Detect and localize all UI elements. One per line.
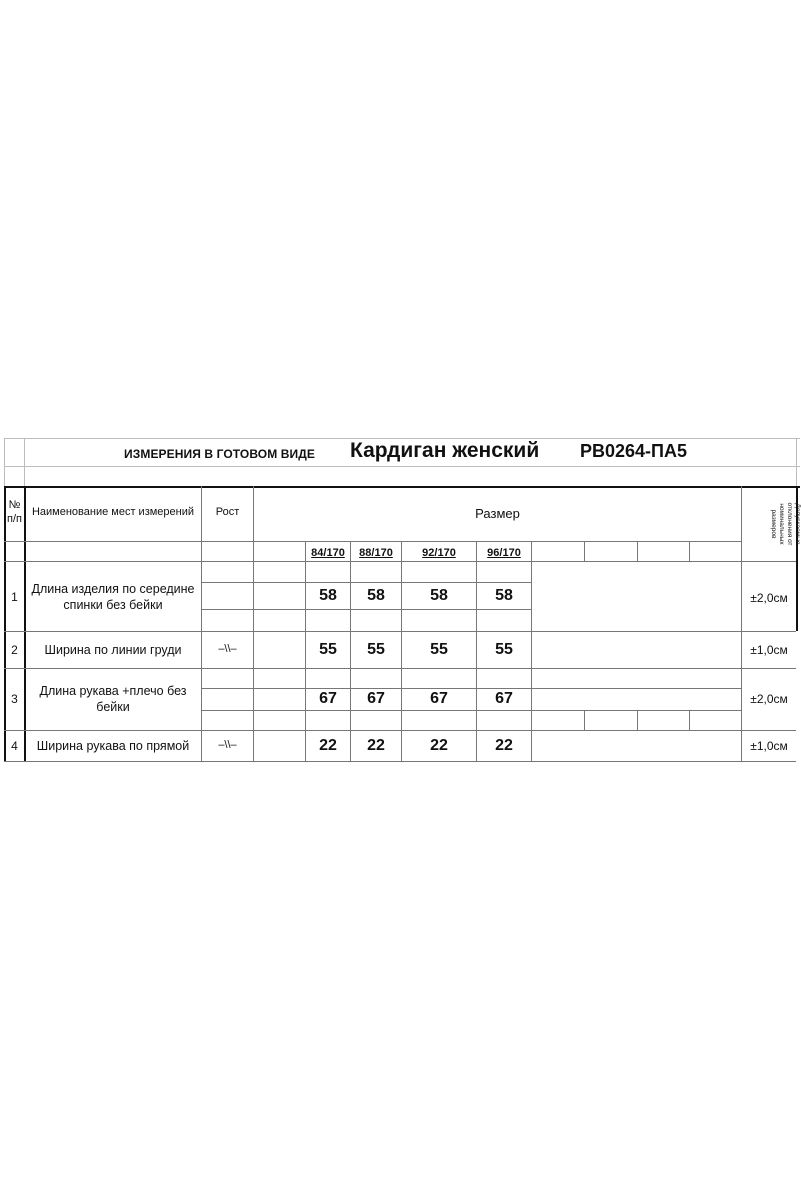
size-value: 67: [430, 690, 448, 707]
row-number: 1: [11, 590, 18, 604]
size-label: 84/170: [311, 547, 345, 559]
size-label: 92/170: [422, 547, 456, 559]
size-value: 55: [319, 641, 337, 658]
deviation-value: ±2,0см: [750, 591, 788, 605]
size-label: 88/170: [359, 547, 393, 559]
measurement-name: Длина изделия по середине спинки без бейки: [31, 582, 195, 612]
column-header-number: № п/п: [7, 499, 22, 525]
row-number: 3: [11, 692, 18, 706]
size-label: 96/170: [487, 547, 521, 559]
measurement-name: Ширина по линии груди: [44, 643, 182, 657]
measurement-name: Ширина рукава по прямой: [36, 739, 190, 753]
size-value: 67: [495, 690, 513, 707]
size-value: 58: [367, 587, 385, 604]
column-header-deviation: Допускаемые отклонения от номинальных размеров: [770, 502, 801, 546]
row-number: 2: [11, 643, 18, 657]
product-name: Кардиган женский: [350, 439, 540, 462]
size-value: 58: [430, 587, 448, 604]
height-ditto-mark: –\\–: [218, 739, 237, 751]
size-value: 22: [367, 737, 385, 754]
size-value: 55: [430, 641, 448, 658]
column-header-height: Рост: [215, 506, 240, 518]
measurements-label: ИЗМЕРЕНИЯ В ГОТОВОМ ВИДЕ: [124, 447, 316, 461]
deviation-value: ±1,0см: [750, 739, 788, 753]
column-header-name: Наименование мест измерений: [31, 506, 195, 518]
size-value: 55: [495, 641, 513, 658]
size-value: 22: [430, 737, 448, 754]
article-number: РВ0264-ПА5: [580, 441, 687, 461]
size-value: 55: [367, 641, 385, 658]
size-value: 22: [495, 737, 513, 754]
row-number: 4: [11, 739, 18, 753]
size-value: 58: [495, 587, 513, 604]
size-value: 67: [319, 690, 337, 707]
deviation-value: ±2,0см: [750, 692, 788, 706]
size-value: 58: [319, 587, 337, 604]
size-value: 22: [319, 737, 337, 754]
measurement-name: Длина рукава +плечо без бейки: [39, 684, 187, 714]
size-value: 67: [367, 690, 385, 707]
deviation-value: ±1,0см: [750, 643, 788, 657]
height-ditto-mark: –\\–: [218, 643, 237, 655]
column-header-size: Размер: [475, 506, 520, 521]
